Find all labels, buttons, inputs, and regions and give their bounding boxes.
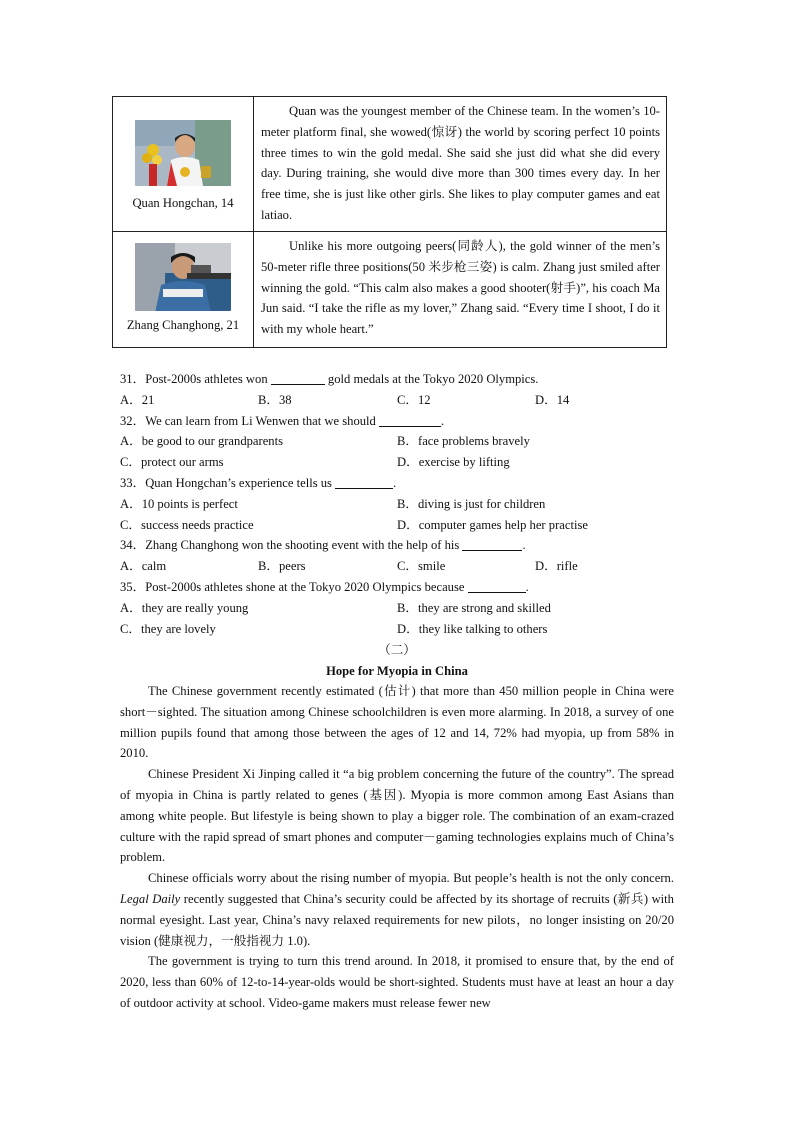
answer-blank bbox=[271, 371, 325, 385]
answer-blank bbox=[462, 537, 522, 551]
question-list bbox=[120, 369, 680, 639]
article-paragraph: The Chinese government recently estimated (估计) that more than 450 million people in China were short－sighted. The situation among Chinese schoolchildren is even more alarming. In 2018, a survey of one million pupils found that among those between the ages of 12 and 14, 72% had myopia, up from 58% in 2010. bbox=[120, 684, 674, 761]
answer-option[interactable]: C．12 bbox=[397, 392, 431, 407]
answer-option[interactable]: B．they are strong and skilled bbox=[397, 600, 551, 615]
answer-option[interactable]: B．face problems bravely bbox=[397, 434, 530, 449]
answer-option[interactable]: A．be good to our grandparents bbox=[120, 434, 283, 449]
question-text: 35．Post-2000s athletes shone at the Tokyo 2020 Olympics because bbox=[120, 579, 468, 594]
answer-option[interactable]: C．they are lovely bbox=[120, 621, 216, 636]
options-row bbox=[120, 390, 680, 411]
article-paragraph bbox=[120, 868, 674, 951]
options-row bbox=[120, 515, 680, 536]
athlete-photo-cell bbox=[113, 232, 254, 348]
athlete-row bbox=[113, 97, 667, 232]
answer-blank bbox=[468, 579, 526, 593]
question-text: 34．Zhang Changhong won the shooting event with the help of his bbox=[120, 538, 463, 553]
answer-option[interactable]: A．10 points is perfect bbox=[120, 496, 238, 511]
options-row bbox=[120, 431, 680, 452]
question-stem bbox=[120, 411, 680, 432]
section-label: （二） bbox=[378, 643, 416, 657]
newspaper-name: Legal Daily bbox=[120, 891, 181, 906]
question-text: . bbox=[393, 475, 397, 490]
answer-option[interactable]: A．they are really young bbox=[120, 600, 249, 615]
options-row bbox=[120, 556, 680, 577]
athlete-description: Unlike his more outgoing peers(同龄人), the gold winner of the men’s 50-meter rifle three positions(50 米步枪三姿) is calm. Zhang just smiled after winning the gold. “This calm also makes a good shooter(射手)”, his coach Ma Jun said. “I take the rifle as my lover,” Zhang said. “Every time I shoot, I do it with my whole heart.” bbox=[261, 239, 660, 337]
question-text: 32．We can learn from Li Wenwen that we should bbox=[120, 413, 379, 428]
question-text: 31．Post-2000s athletes won bbox=[120, 372, 271, 386]
answer-option[interactable]: D．exercise by lifting bbox=[397, 455, 510, 470]
paragraph-text: recently suggested that China’s security could be affected by its shortage of recruits (新兵) with normal eyesight. Last year, China’s navy relaxed requirements for new pilots，no longer insisting on 20/20 vision (健康视力，一般指视力 1.0). bbox=[120, 891, 674, 948]
options-row bbox=[120, 452, 680, 473]
athlete-description-cell bbox=[254, 232, 667, 348]
question-stem bbox=[120, 535, 680, 556]
answer-option[interactable]: B．diving is just for children bbox=[397, 496, 546, 511]
answer-option[interactable]: C．protect our arms bbox=[120, 455, 224, 470]
paragraph-text: Chinese officials worry about the rising number of myopia. But people’s health is not the only concern. bbox=[148, 871, 674, 886]
options-row bbox=[120, 494, 680, 515]
article-paragraph: Chinese President Xi Jinping called it “a big problem concerning the future of the country”. The spread of myopia in China is partly related to genes (基因). Myopia is more common among East Asians than among white people. But lifestyle is being shown to play a bigger role. The combination of an exam-crazed culture with the rapid spread of smart phones and computer－gaming technologies explains much of China’s problem. bbox=[120, 767, 674, 865]
article-body bbox=[120, 681, 674, 1014]
athlete-table bbox=[112, 96, 667, 348]
question-text: . bbox=[525, 579, 529, 594]
options-row bbox=[120, 619, 680, 640]
answer-option[interactable]: D．they like talking to others bbox=[397, 621, 548, 636]
question-stem bbox=[120, 577, 680, 598]
answer-option[interactable]: A．21 bbox=[120, 392, 155, 407]
options-row bbox=[120, 598, 680, 619]
athlete-photo bbox=[135, 241, 231, 311]
athlete-name: Quan Hongchan, 14 bbox=[132, 196, 234, 210]
answer-option[interactable]: D．14 bbox=[535, 392, 570, 407]
question-text: 33．Quan Hongchan’s experience tells us bbox=[120, 475, 336, 490]
article-paragraph: The government is trying to turn this trend around. In 2018, it promised to ensure that, by the end of 2020, less than 60% of 12-to-14-year-olds would be short-sighted. Students must have at least an hour a day of outdoor activity at school. Video-game makers must release fewer new bbox=[120, 954, 674, 1010]
article-title: Hope for Myopia in China bbox=[326, 664, 468, 678]
athlete-name: Zhang Changhong, 21 bbox=[126, 318, 240, 332]
athlete-row bbox=[113, 232, 667, 348]
answer-option[interactable]: A．calm bbox=[120, 559, 167, 574]
athlete-photo bbox=[135, 120, 231, 186]
answer-option[interactable]: D．computer games help her practise bbox=[397, 517, 588, 532]
answer-option[interactable]: C．success needs practice bbox=[120, 517, 254, 532]
athlete-description-cell bbox=[254, 97, 667, 232]
question-stem bbox=[120, 473, 680, 494]
question-text: gold medals at the Tokyo 2020 Olympics. bbox=[324, 372, 539, 386]
athlete-description: Quan was the youngest member of the Chinese team. In the women’s 10-meter platform final, she wowed(惊讶) the world by scoring perfect 10 points three times to win the gold medal. She said she just did what she did every day. During training, she would dive more than 300 times every day. In her free time, she is just like other girls. She likes to play computer games and eat latiao. bbox=[261, 104, 660, 222]
answer-blank bbox=[379, 413, 441, 427]
answer-option[interactable]: B．38 bbox=[258, 392, 292, 407]
answer-option[interactable]: B．peers bbox=[258, 559, 306, 574]
athlete-photo-cell bbox=[113, 97, 254, 232]
answer-option[interactable]: C．smile bbox=[397, 559, 446, 574]
question-text: . bbox=[522, 538, 526, 553]
question-stem bbox=[120, 369, 680, 390]
answer-blank bbox=[335, 475, 393, 489]
question-text: . bbox=[440, 413, 445, 428]
answer-option[interactable]: D．rifle bbox=[535, 559, 578, 574]
